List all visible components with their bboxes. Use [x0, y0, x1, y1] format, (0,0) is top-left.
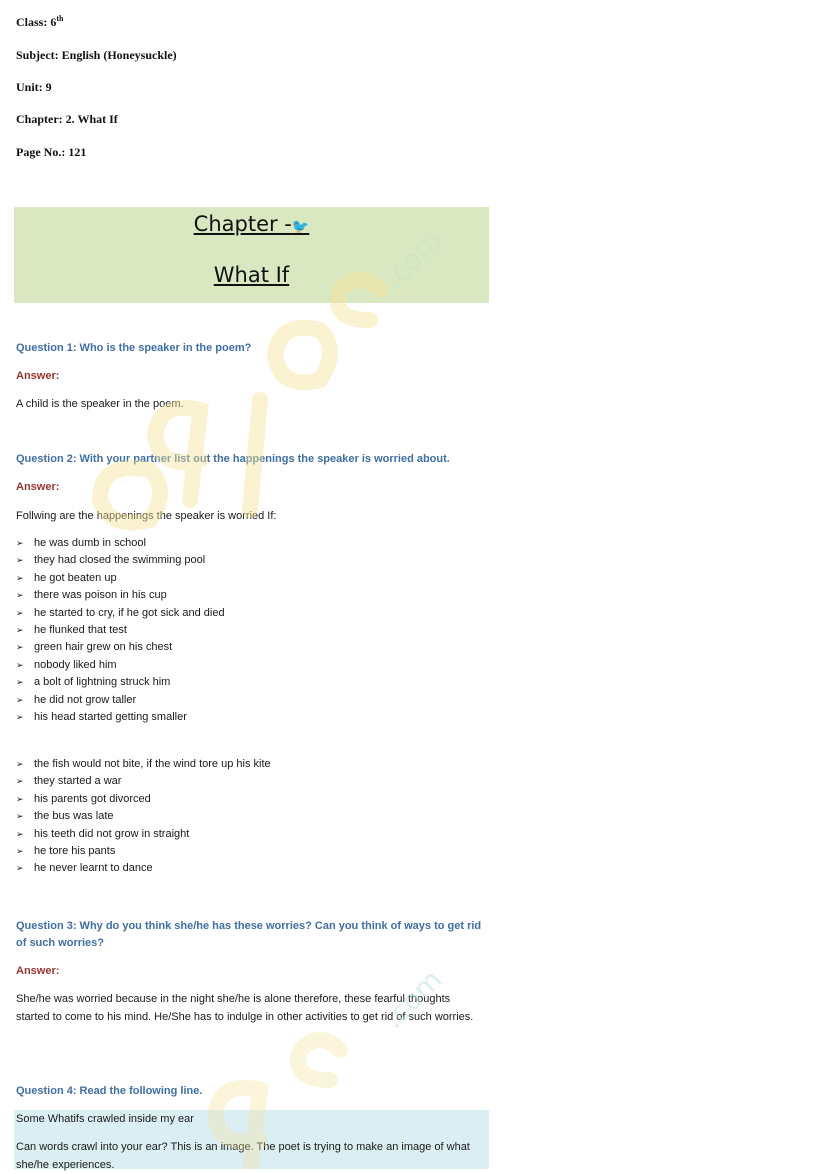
arrow-bullet-icon: ➢	[16, 677, 24, 688]
list-item	[16, 552, 225, 569]
arrow-bullet-icon: ➢	[16, 828, 24, 839]
list-item-text: his parents got divorced	[34, 792, 151, 805]
list-item	[16, 674, 225, 691]
arrow-bullet-icon: ➢	[16, 793, 24, 804]
subject-label: Subject: English (Honeysuckle)	[16, 48, 177, 62]
list-item	[16, 843, 271, 860]
page-number-label: Page No.: 121	[16, 145, 87, 159]
question-1: Question 1: Who is the speaker in the poem?	[16, 342, 252, 354]
answer-3-label: Answer:	[16, 965, 60, 977]
list-item	[16, 826, 271, 843]
arrow-bullet-icon: ➢	[16, 694, 24, 705]
list-item	[16, 587, 225, 604]
list-item-text: his head started getting smaller	[34, 710, 187, 723]
chapter-banner	[14, 207, 489, 303]
quote-box	[14, 1110, 489, 1169]
answer-2-label: Answer:	[16, 481, 60, 493]
watermark-suffix-2: .com	[376, 963, 449, 1035]
list-item-text: he tore his pants	[34, 844, 116, 857]
answer-1-text: A child is the speaker in the poem.	[16, 398, 184, 410]
arrow-bullet-icon: ➢	[16, 776, 24, 787]
list-item	[16, 756, 271, 773]
answer-2-intro: Follwing are the happenings the speaker is worried If:	[16, 510, 277, 522]
list-item	[16, 808, 271, 825]
list-item-text: he was dumb in school	[34, 537, 146, 549]
list-item	[16, 709, 225, 726]
bird-icon: 🐦	[291, 219, 310, 235]
list-item	[16, 657, 225, 674]
list-item-text: there was poison in his cup	[34, 589, 167, 602]
list-item	[16, 622, 225, 639]
arrow-bullet-icon: ➢	[16, 555, 24, 566]
list-item-text: they had closed the swimming pool	[34, 554, 206, 567]
arrow-bullet-icon: ➢	[16, 590, 24, 601]
answer-3-text: She/he was worried because in the night she/he is alone therefore, these fearful thoughts started to come to his mind. He/She has to indulge in other activities to get rid of such worries.	[16, 993, 474, 1023]
list-item-text: he got beaten up	[34, 571, 117, 584]
list-item-text: he never learnt to dance	[34, 862, 153, 875]
list-item	[16, 570, 225, 587]
banner-title: What If	[213, 263, 290, 287]
list-item	[16, 791, 271, 808]
list-item-text: nobody liked him	[34, 658, 117, 671]
arrow-bullet-icon: ➢	[16, 607, 24, 618]
list-item-text: he did not grow taller	[34, 693, 137, 706]
list-item-text: green hair grew on his chest	[34, 641, 173, 654]
arrow-bullet-icon: ➢	[16, 711, 24, 722]
list-item-text: they started a war	[34, 775, 122, 788]
worries-list-1	[16, 535, 225, 726]
list-item	[16, 773, 271, 790]
arrow-bullet-icon: ➢	[16, 538, 24, 548]
worries-list-2	[16, 756, 271, 878]
quote-line: Some Whatifs crawled inside my ear	[16, 1113, 194, 1125]
arrow-bullet-icon: ➢	[16, 572, 24, 583]
question-2: Question 2: With your partner list out the happenings the speaker is worried about.	[16, 453, 450, 465]
question-3: Question 3: Why do you think she/he has these worries? Can you think of ways to get rid of such worries?	[16, 920, 482, 949]
quote-explanation: Can words crawl into your ear? This is an image. The poet is trying to make an image of what she/he experiences.	[16, 1141, 470, 1171]
list-item	[16, 692, 225, 709]
arrow-bullet-icon: ➢	[16, 811, 24, 822]
list-item-text: he flunked that test	[34, 623, 127, 636]
list-item	[16, 535, 225, 552]
arrow-bullet-icon: ➢	[16, 642, 24, 653]
arrow-bullet-icon: ➢	[16, 659, 24, 670]
unit-label: Unit: 9	[16, 80, 52, 94]
question-4: Question 4: Read the following line.	[16, 1085, 203, 1097]
list-item-text: his teeth did not grow in straight	[34, 827, 190, 840]
watermark-suffix: .com	[376, 223, 449, 295]
answer-1-label: Answer:	[16, 370, 60, 382]
arrow-bullet-icon: ➢	[16, 759, 24, 769]
list-item	[16, 605, 225, 622]
list-item-text: a bolt of lightning struck him	[34, 676, 171, 689]
arrow-bullet-icon: ➢	[16, 624, 24, 635]
arrow-bullet-icon: ➢	[16, 863, 24, 874]
list-item-text: he started to cry, if he got sick and died	[34, 606, 225, 619]
arrow-bullet-icon: ➢	[16, 845, 24, 856]
list-item-text: the bus was late	[34, 810, 114, 823]
list-item	[16, 860, 271, 877]
chapter-label: Chapter: 2. What If	[16, 112, 118, 126]
class-label: Class: 6th	[16, 14, 64, 29]
list-item-text: the fish would not bite, if the wind tore up his kite	[34, 758, 271, 770]
banner-chapter-line: Chapter -🐦	[193, 212, 310, 236]
list-item	[16, 639, 225, 656]
